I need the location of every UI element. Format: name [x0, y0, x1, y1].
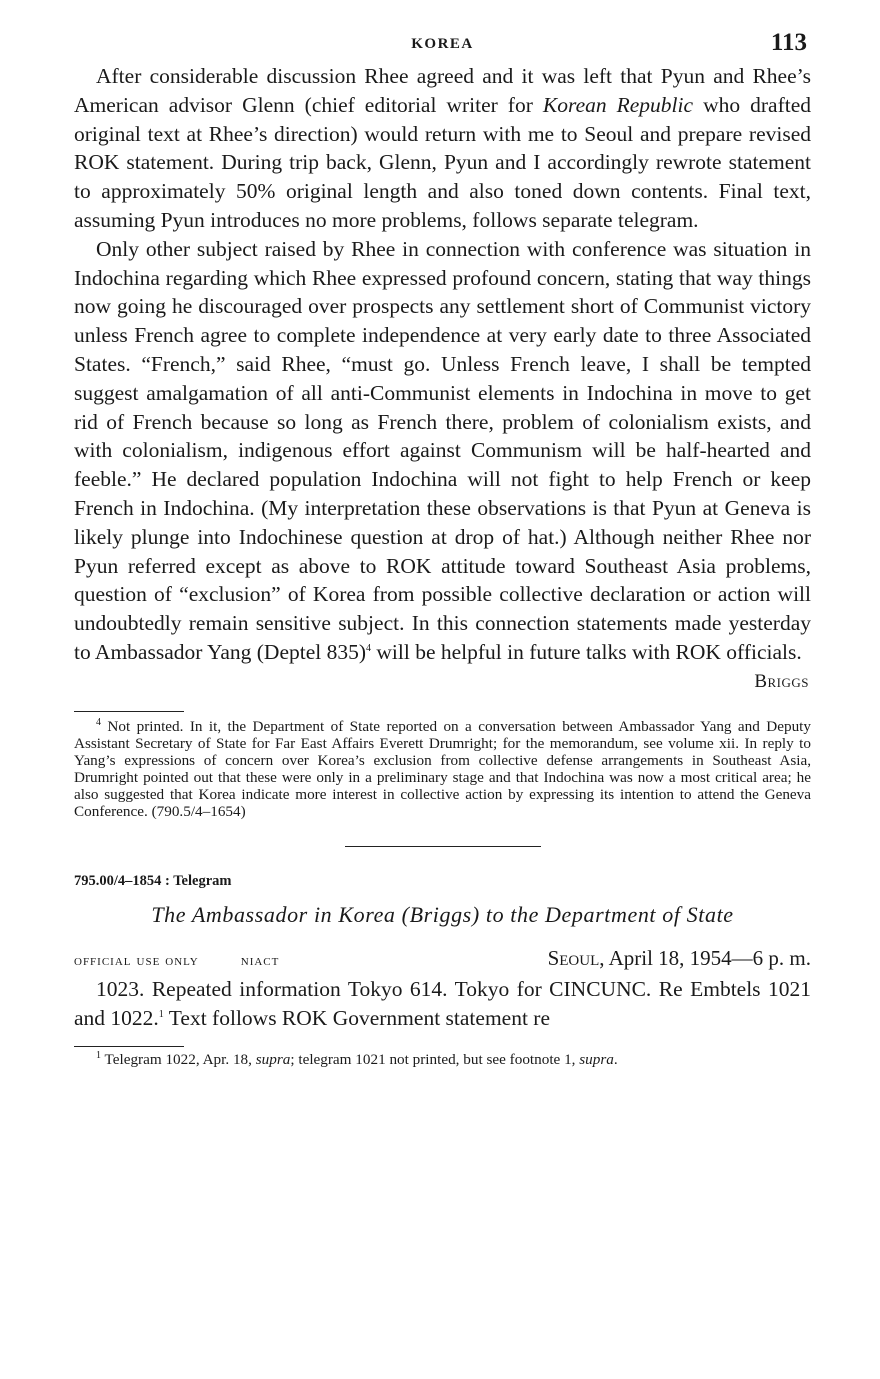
footnote-ref-4[interactable]: 4	[366, 642, 372, 654]
running-head: KOREA	[411, 36, 474, 52]
precedence: niact	[240, 951, 280, 969]
footnote-1-italic-2: supra	[579, 1051, 614, 1069]
page-number: 113	[770, 29, 807, 56]
document-page	[74, 30, 811, 1068]
classification: official use only	[74, 951, 199, 969]
document-file-id: 795.00/4–1854 : Telegram	[74, 872, 232, 889]
dateline	[74, 946, 811, 971]
page-header	[74, 30, 811, 62]
place-date	[548, 946, 811, 971]
paragraph-2-text: Only other subject raised by Rhee in connection with conference was situation in Indochina regarding which Rhee expressed profound concern, stating that way things now going he discouraged over prospects any settlement short of Communist victory unless French agree to complete independence at very early date to three Associated States. “French,” said Rhee, “must go. Unless French leave, I shall be tempted suggest amalgamation of all anti-Communist elements in Indochina in move to get rid of French because so long as French there, problem of colonialism exists, and with colonialism, indigenous effort against Communism will be half-hearted and feeble.” He declared population Indochina will not fight to help French or keep French in Indochina. (My interpretation these observations is that Pyun at Geneva is likely plunge into Indochinese question at drop of hat.) Although neither Rhee nor Pyun referred except as above to ROK attitude toward Southeast Asia problems, question of “exclusion” of Korea from possible collective declaration or action will undoubtedly remain sensitive subject. In this connection statements made yesterday to Ambassador Yang (Deptel 835)	[74, 236, 811, 664]
telegram-body-text: 1023. Repeated information Tokyo 614. Tokyo for CINCUNC. Re Embtels 1021 and 1022.	[74, 976, 811, 1030]
footnote-divider	[74, 711, 184, 712]
telegram-body-rest: Text follows ROK Government statement re	[163, 1005, 551, 1030]
footnote-4-text: Not printed. In it, the Department of State reported on a conversation between Ambassador Yang and Deputy Assistant Secretary of State for Far East Affairs Everett Drumright; for the memorandum, see volume xii. In reply to Yang’s expressions of concern over Korea’s exclusion from collective defense arrangements in Southeast Asia, Drumright pointed out that these were only in a preliminary stage and that Indochina was now a most critical area; he also suggested that Korea indicate more interest in collective action by expressing its intention to attend the Geneva Conference. (790.5/4–1654)	[74, 717, 811, 820]
publication-title: Korean Republic	[542, 92, 694, 117]
footnote-1	[74, 1051, 811, 1068]
paragraph-1	[74, 62, 811, 235]
footnote-1-text-3: .	[613, 1051, 618, 1069]
paragraph-2	[74, 235, 811, 667]
footnote-ref-1[interactable]: 1	[158, 1008, 164, 1020]
footnote-1-text-2: ; telegram 1021 not printed, but see footnote 1,	[290, 1051, 580, 1069]
paragraph-1-text: After considerable discussion Rhee agreed and it was left that Pyun and Rhee’s American advisor Glenn (chief editorial writer for	[74, 64, 811, 117]
classification-line	[74, 952, 321, 970]
footnote-1-text: Telegram 1022, Apr. 18,	[101, 1051, 256, 1069]
paragraph-2-rest: will be helpful in future talks with ROK officials.	[371, 639, 802, 664]
paragraph-1-rest: who drafted original text at Rhee’s direction) would return with me to Seoul and prepare revised ROK statement. During trip back, Glenn, Pyun and I accordingly rewrote statement to approximately 50% original length and also toned down contents. Final text, assuming Pyun introduces no more problems, follows separate telegram.	[74, 92, 811, 232]
date: , April 18, 1954—6 p. m.	[599, 945, 811, 970]
telegram-body	[74, 975, 811, 1033]
document-title: The Ambassador in Korea (Briggs) to the Department of State	[151, 901, 734, 927]
section-divider	[345, 846, 541, 847]
footnote-divider-2	[74, 1046, 184, 1047]
footnote-4	[74, 718, 811, 820]
signature: Briggs	[754, 670, 809, 692]
footnote-1-marker: 1	[96, 1050, 101, 1062]
footnote-4-marker: 4	[96, 716, 101, 728]
footnote-1-italic-1: supra	[255, 1051, 291, 1069]
place: Seoul	[547, 945, 600, 970]
